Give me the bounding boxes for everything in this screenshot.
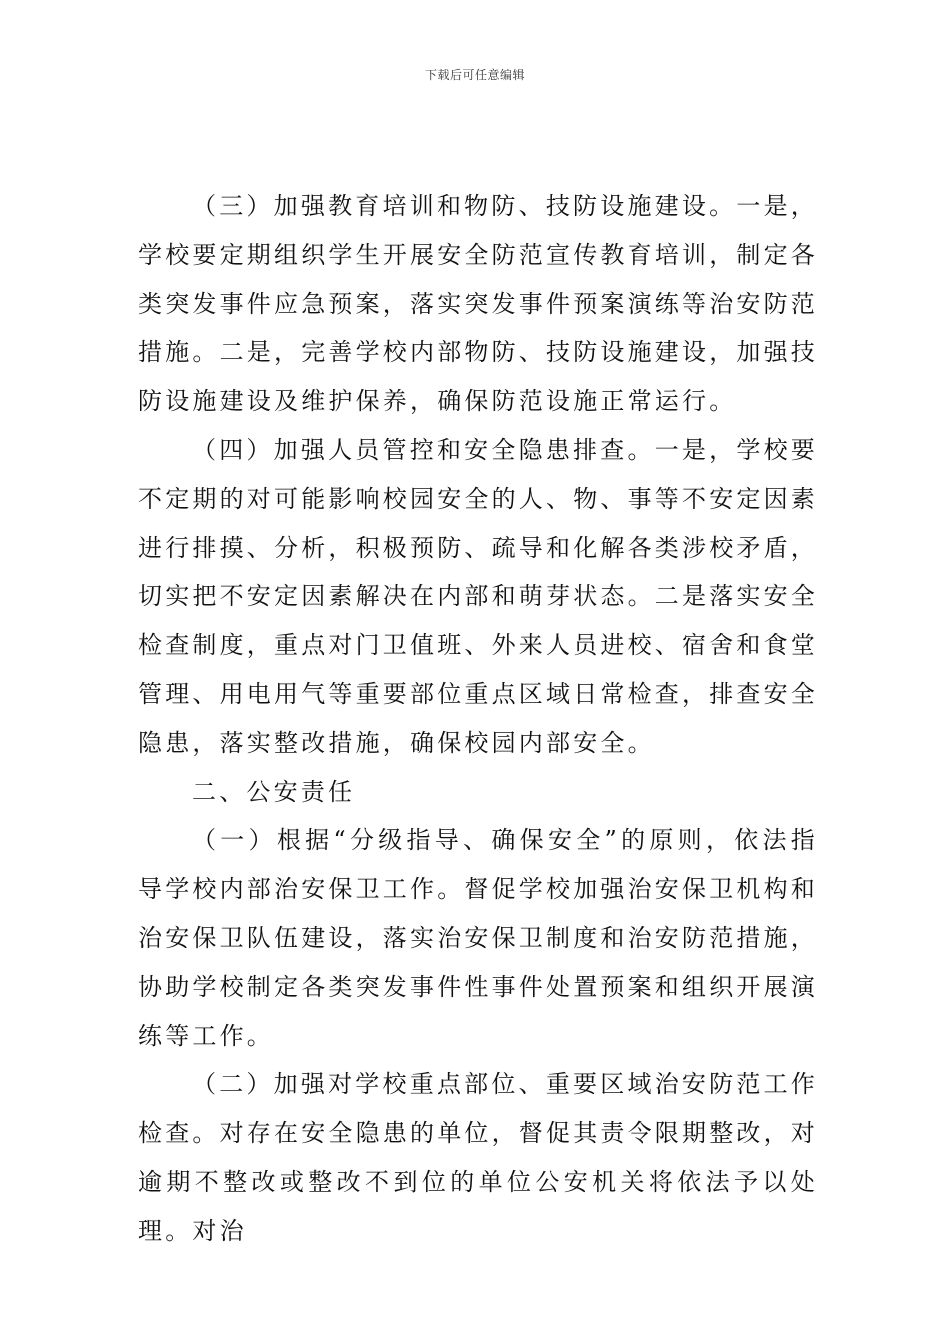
- paragraph-personnel-control: （四）加强人员管控和安全隐患排查。一是，学校要不定期的对可能影响校园安全的人、物、事等不安定因素进行排摸、分析，积极预防、疏导和化解各类涉校矛盾，切实把不安定因素解决在内部和萌芽状态。二是落实安全检查制度，重点对门卫值班、外来人员进校、宿舍和食堂管理、用电用气等重要部位重点区域日常检查，排查安全隐患，落实整改措施，确保校园内部安全。: [138, 435, 818, 757]
- document-body: [138, 182, 818, 1256]
- paragraph-inspection: （二）加强对学校重点部位、重要区域治安防范工作检查。对存在安全隐患的单位，督促其责令限期整改，对逾期不整改或整改不到位的单位公安机关将依法予以处理。对治: [138, 1070, 818, 1245]
- page-header: 下载后可任意编辑: [424, 68, 525, 82]
- paragraph-guidance-principle: （一）根据“分级指导、确保安全”的原则，依法指导学校内部治安保卫工作。督促学校加强治安保卫机构和治安保卫队伍建设，落实治安保卫制度和治安防范措施，协助学校制定各类突发事件性事件处置预案和组织开展演练等工作。: [138, 826, 818, 1050]
- paragraph-safety-training: （三）加强教育培训和物防、技防设施建设。一是，学校要定期组织学生开展安全防范宣传教育培训，制定各类突发事件应急预案，落实突发事件预案演练等治安防范措施。二是，完善学校内部物防、技防设施建设，加强技防设施建设及维护保养，确保防范设施正常运行。: [138, 192, 818, 416]
- section-heading-police-duties: 二、公安责任: [192, 777, 356, 806]
